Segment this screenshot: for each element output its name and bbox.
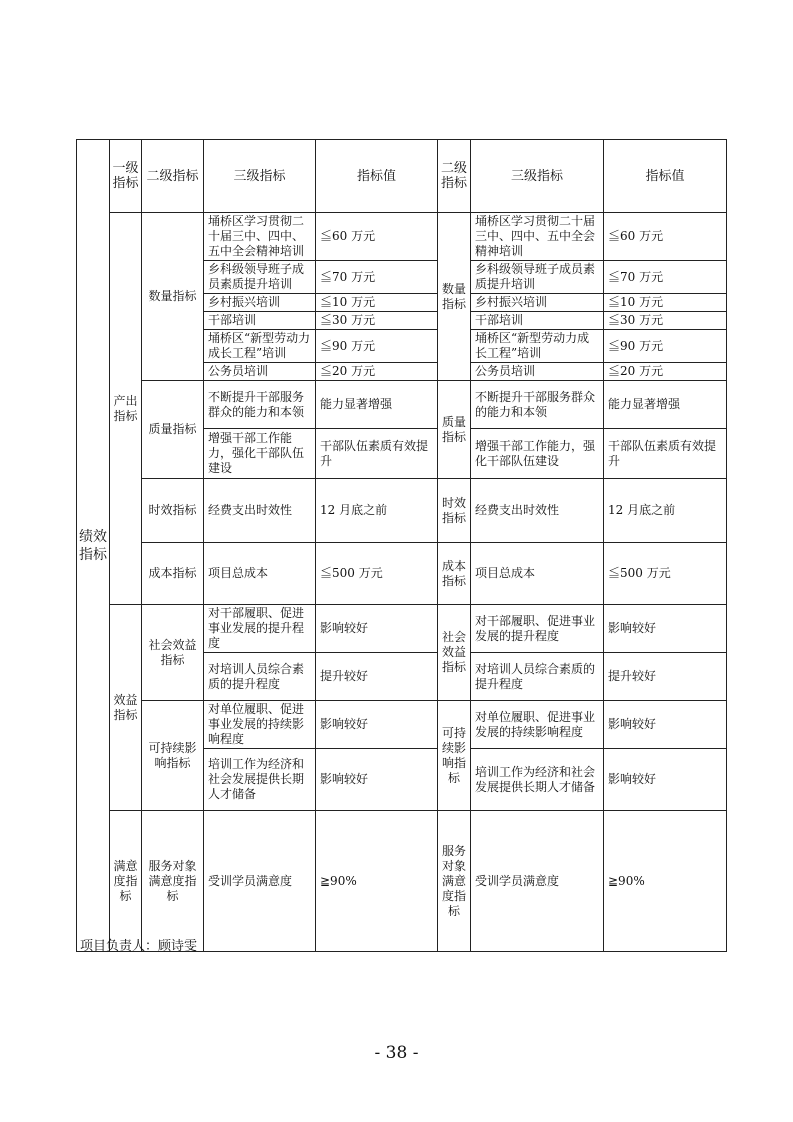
quantity-right-value-1: ≦60 万元 <box>604 213 727 261</box>
quantity-left-value-4: ≦30 万元 <box>316 312 438 330</box>
header-value: 指标值 <box>316 140 438 213</box>
quantity-right-value-3: ≦10 万元 <box>604 294 727 312</box>
output-level1-label: 产出指标 <box>110 213 142 605</box>
table-row <box>77 213 727 261</box>
timeliness-right-value: 12 月底之前 <box>604 479 727 543</box>
quality-right-value-2: 干部队伍素质有效提升 <box>604 429 727 479</box>
quality-right-value-1: 能力显著增强 <box>604 381 727 429</box>
quantity-left-value-2: ≦70 万元 <box>316 261 438 294</box>
sustain-right-label: 可持续影响指标 <box>438 701 471 811</box>
timeliness-left-value: 12 月底之前 <box>316 479 438 543</box>
satisfaction-left-value: ≧90% <box>316 811 438 952</box>
header-value-right: 指标值 <box>604 140 727 213</box>
timeliness-right-label: 时效指标 <box>438 479 471 543</box>
header-level1: 一级指标 <box>110 140 142 213</box>
quantity-left-value-3: ≦10 万元 <box>316 294 438 312</box>
sustain-left-name-1: 对单位履职、促进事业发展的持续影响程度 <box>204 701 316 749</box>
sustain-left-value-1: 影响较好 <box>316 701 438 749</box>
social-left-value-1: 影响较好 <box>316 605 438 653</box>
quantity-right-name-6: 公务员培训 <box>471 363 604 381</box>
quantity-right-value-2: ≦70 万元 <box>604 261 727 294</box>
quantity-left-name-2: 乡科级领导班子成员素质提升培训 <box>204 261 316 294</box>
satisfaction-right-value: ≧90% <box>604 811 727 952</box>
header-level2-right: 二级指标 <box>438 140 471 213</box>
social-right-value-1: 影响较好 <box>604 605 727 653</box>
quantity-right-value-5: ≦90 万元 <box>604 330 727 363</box>
satisfaction-level1-label: 满意度指标 <box>110 811 142 952</box>
quality-left-name-2: 增强干部工作能力，强化干部队伍建设 <box>204 429 316 479</box>
quality-right-name-2: 增强干部工作能力，强化干部队伍建设 <box>471 429 604 479</box>
project-responsible-note: 项目负责人：顾诗雯 <box>80 939 198 954</box>
quantity-left-label: 数量指标 <box>142 213 204 381</box>
sustain-left-value-2: 影响较好 <box>316 749 438 811</box>
timeliness-left-name: 经费支出时效性 <box>204 479 316 543</box>
quantity-left-name-3: 乡村振兴培训 <box>204 294 316 312</box>
satisfaction-right-label: 服务对象满意度指标 <box>438 811 471 952</box>
table-row <box>77 381 727 429</box>
quantity-left-name-6: 公务员培训 <box>204 363 316 381</box>
performance-indicator-table-container <box>76 139 726 952</box>
quantity-left-value-6: ≦20 万元 <box>316 363 438 381</box>
quality-left-name-1: 不断提升干部服务群众的能力和本领 <box>204 381 316 429</box>
quantity-left-value-5: ≦90 万元 <box>316 330 438 363</box>
cost-right-name: 项目总成本 <box>471 543 604 605</box>
social-right-name-2: 对培训人员综合素质的提升程度 <box>471 653 604 701</box>
header-level3: 三级指标 <box>204 140 316 213</box>
cost-left-name: 项目总成本 <box>204 543 316 605</box>
quality-right-label: 质量指标 <box>438 381 471 479</box>
social-right-name-1: 对干部履职、促进事业发展的提升程度 <box>471 605 604 653</box>
quantity-left-name-4: 干部培训 <box>204 312 316 330</box>
sustain-right-name-2: 培训工作为经济和社会发展提供长期人才储备 <box>471 749 604 811</box>
quantity-right-label: 数量指标 <box>438 213 471 381</box>
quantity-right-name-2: 乡科级领导班子成员素质提升培训 <box>471 261 604 294</box>
table-row <box>77 543 727 605</box>
quantity-right-value-6: ≦20 万元 <box>604 363 727 381</box>
cost-left-value: ≦500 万元 <box>316 543 438 605</box>
social-right-value-2: 提升较好 <box>604 653 727 701</box>
sustain-right-value-2: 影响较好 <box>604 749 727 811</box>
table-row <box>77 811 727 952</box>
quantity-left-value-1: ≦60 万元 <box>316 213 438 261</box>
quantity-right-value-4: ≦30 万元 <box>604 312 727 330</box>
table-row <box>77 479 727 543</box>
social-left-name-1: 对干部履职、促进事业发展的提升程度 <box>204 605 316 653</box>
header-level3-right: 三级指标 <box>471 140 604 213</box>
satisfaction-left-label: 服务对象满意度指标 <box>142 811 204 952</box>
sustain-left-label: 可持续影响指标 <box>142 701 204 811</box>
benefit-level1-label: 效益指标 <box>110 605 142 811</box>
quantity-left-name-5: 埇桥区“新型劳动力成长工程”培训 <box>204 330 316 363</box>
sustain-right-value-1: 影响较好 <box>604 701 727 749</box>
satisfaction-right-name: 受训学员满意度 <box>471 811 604 952</box>
quantity-right-name-1: 埇桥区学习贯彻二十届三中、四中、五中全会精神培训 <box>471 213 604 261</box>
quality-left-label: 质量指标 <box>142 381 204 479</box>
quantity-right-name-3: 乡村振兴培训 <box>471 294 604 312</box>
cost-right-value: ≦500 万元 <box>604 543 727 605</box>
satisfaction-left-name: 受训学员满意度 <box>204 811 316 952</box>
top-level-label: 绩效指标 <box>77 140 110 952</box>
timeliness-right-name: 经费支出时效性 <box>471 479 604 543</box>
performance-indicator-table <box>76 139 727 952</box>
cost-left-label: 成本指标 <box>142 543 204 605</box>
table-row <box>77 605 727 653</box>
quality-left-value-2: 干部队伍素质有效提升 <box>316 429 438 479</box>
quantity-right-name-5: 埇桥区“新型劳动力成长工程”培训 <box>471 330 604 363</box>
quantity-left-name-1: 埇桥区学习贯彻二十届三中、四中、五中全会精神培训 <box>204 213 316 261</box>
timeliness-left-label: 时效指标 <box>142 479 204 543</box>
quality-right-name-1: 不断提升干部服务群众的能力和本领 <box>471 381 604 429</box>
table-row <box>77 701 727 749</box>
social-left-label: 社会效益指标 <box>142 605 204 701</box>
quantity-right-name-4: 干部培训 <box>471 312 604 330</box>
social-right-label: 社会效益指标 <box>438 605 471 701</box>
social-left-value-2: 提升较好 <box>316 653 438 701</box>
page-number: - 38 - <box>374 1043 419 1063</box>
header-level2: 二级指标 <box>142 140 204 213</box>
sustain-right-name-1: 对单位履职、促进事业发展的持续影响程度 <box>471 701 604 749</box>
social-left-name-2: 对培训人员综合素质的提升程度 <box>204 653 316 701</box>
table-header-row <box>77 140 727 213</box>
quality-left-value-1: 能力显著增强 <box>316 381 438 429</box>
sustain-left-name-2: 培训工作为经济和社会发展提供长期人才储备 <box>204 749 316 811</box>
cost-right-label: 成本指标 <box>438 543 471 605</box>
